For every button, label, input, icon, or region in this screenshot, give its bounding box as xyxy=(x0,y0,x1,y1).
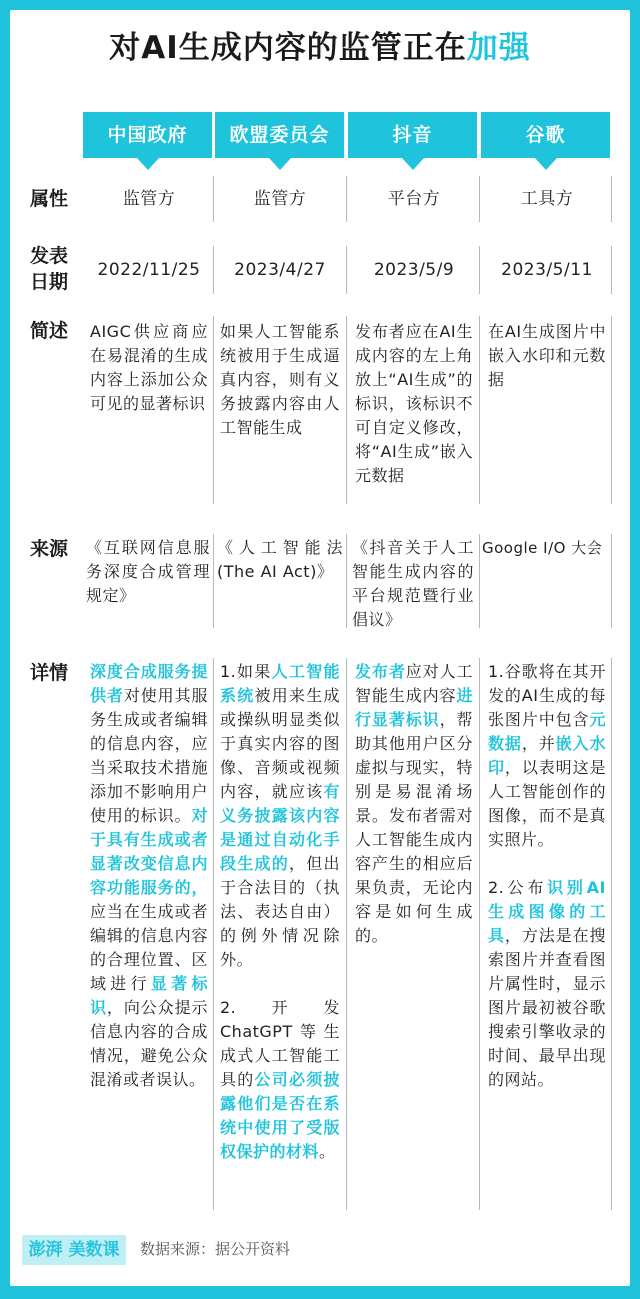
detail-text: ，以表明这是人工智能创作的图像，而不是真实照片。 xyxy=(488,758,606,849)
divider xyxy=(611,176,612,222)
detail-highlight-text: 进行显著标识 xyxy=(355,686,473,729)
page-title xyxy=(0,22,640,67)
detail-highlight-text: 对于具有生成或者显著改变信息内容功能服务的， xyxy=(90,806,208,897)
divider xyxy=(479,176,480,222)
divider xyxy=(213,534,214,628)
divider xyxy=(479,246,480,294)
summary-cell: 如果人工智能系统被用于生成逼真内容，则有义务披露内容由人工智能生成 xyxy=(220,322,340,437)
row-label-date: 发表日期 xyxy=(30,245,69,293)
detail-text: 2.开发ChatGPT等生成式人工智能工具的 xyxy=(220,998,340,1089)
detail-cell-douyin xyxy=(355,660,473,948)
row-label-source: 来源 xyxy=(30,538,69,560)
date-cell: 2023/5/9 xyxy=(373,260,455,280)
row-label-attribute: 属性 xyxy=(30,188,69,210)
brand-logo: 澎湃 美数课 xyxy=(22,1235,126,1265)
detail-text: 被用来生成或操纵明显类似于真实内容的图像、音频或视频内容，就应该 xyxy=(220,686,340,801)
detail-text: ，并 xyxy=(521,734,556,753)
attribute-cell: 平台方 xyxy=(387,189,441,209)
source-cell: 《互联网信息服务深度合成管理规定》 xyxy=(86,538,210,605)
detail-cell-eu-commission xyxy=(220,660,340,1164)
divider xyxy=(346,246,347,294)
row-label-detail: 详情 xyxy=(30,662,69,684)
detail-highlight-text: 发布者 xyxy=(355,662,406,681)
detail-text: ，向公众提示信息内容的合成情况，避免公众混淆或者误认。 xyxy=(90,998,208,1089)
divider xyxy=(611,534,612,628)
summary-cell: 发布者应在AI生成内容的左上角放上“AI生成”的标识，该标识不可自定义修改，将“AI生成”嵌入元数据 xyxy=(355,322,473,485)
data-source-note: 数据来源：据公开资料 xyxy=(140,1240,291,1258)
divider xyxy=(611,658,612,1210)
detail-highlight-text: 显著标识 xyxy=(90,974,208,1017)
title-highlight: 加强 xyxy=(466,30,531,66)
detail-cell-google xyxy=(488,660,606,1092)
detail-text: 1.谷歌将在其开发的AI生成的每张图片中包含 xyxy=(488,662,606,729)
detail-text: 1.如果 xyxy=(220,662,272,681)
detail-text: ，方法是在搜索图片并查看图片属性时，显示图片最初被谷歌搜索引擎收录的时间、最早出现的网站。 xyxy=(488,926,606,1089)
divider xyxy=(213,246,214,294)
detail-text: ，但出于合法目的（执法、表达自由）的例外情况除外。 xyxy=(220,854,340,969)
detail-text: 应当在生成或者编辑的信息内容的合理位置、区域进行 xyxy=(90,902,208,993)
detail-text: 2.公布 xyxy=(488,878,548,897)
detail-text: 对使用其服务生成或者编辑的信息内容，应当采取技术措施添加不影响用户使用的标识。 xyxy=(90,686,208,825)
detail-highlight-text: 识别AI生成图像的工具 xyxy=(488,878,606,945)
row-label-summary: 简述 xyxy=(30,320,69,342)
detail-highlight-text: 公司必须披露他们是否在系统中使用了受版权保护的材料 xyxy=(220,1070,340,1161)
detail-text: 应对人工智能生成内容 xyxy=(355,662,473,705)
column-header-china-gov: 中国政府 xyxy=(83,112,212,158)
summary-cell: 在AI生成图片中嵌入水印和元数据 xyxy=(488,322,606,389)
attribute-cell: 监管方 xyxy=(253,189,307,209)
column-header-eu-commission: 欧盟委员会 xyxy=(215,112,344,158)
column-header-google: 谷歌 xyxy=(481,112,610,158)
detail-cell-china-gov xyxy=(90,660,208,1092)
footer xyxy=(0,1230,640,1270)
source-cell: Google I/O 大会 xyxy=(482,539,603,557)
detail-text: ，帮助其他用户区分虚拟与现实，特别是易混淆场景。发布者需对人工智能生成内容产生的相应后果负责，无论内容是如何生成的。 xyxy=(355,710,473,945)
attribute-cell: 监管方 xyxy=(122,189,176,209)
divider xyxy=(346,658,347,1210)
divider xyxy=(213,316,214,504)
detail-highlight-text: 有义务披露该内容是通过自动化手段生成的 xyxy=(220,782,340,873)
date-cell: 2023/5/11 xyxy=(501,260,593,280)
detail-highlight-text: 元数据 xyxy=(488,710,606,753)
summary-cell: AIGC供应商应在易混淆的生成内容上添加公众可见的显著标识 xyxy=(90,322,208,413)
divider xyxy=(346,316,347,504)
source-cell: 《抖音关于人工智能生成内容的平台规范暨行业倡议》 xyxy=(352,538,474,629)
divider xyxy=(611,246,612,294)
divider xyxy=(213,176,214,222)
title-main: 对AI生成内容的监管正在 xyxy=(109,30,467,66)
divider xyxy=(479,534,480,628)
divider xyxy=(479,316,480,504)
divider xyxy=(479,658,480,1210)
column-header-douyin: 抖音 xyxy=(348,112,477,158)
date-cell: 2023/4/27 xyxy=(234,260,326,280)
divider xyxy=(346,534,347,628)
divider xyxy=(611,316,612,504)
divider xyxy=(213,658,214,1210)
attribute-cell: 工具方 xyxy=(520,189,574,209)
detail-highlight-text: 嵌入水印 xyxy=(488,734,606,777)
detail-highlight-text: 人工智能系统 xyxy=(220,662,340,705)
divider xyxy=(346,176,347,222)
date-cell: 2022/11/25 xyxy=(97,260,201,280)
detail-text: 。 xyxy=(319,1142,336,1161)
source-cell: 《人工智能法(The AI Act)》 xyxy=(217,538,343,581)
detail-highlight-text: 深度合成服务提供者 xyxy=(90,662,208,705)
